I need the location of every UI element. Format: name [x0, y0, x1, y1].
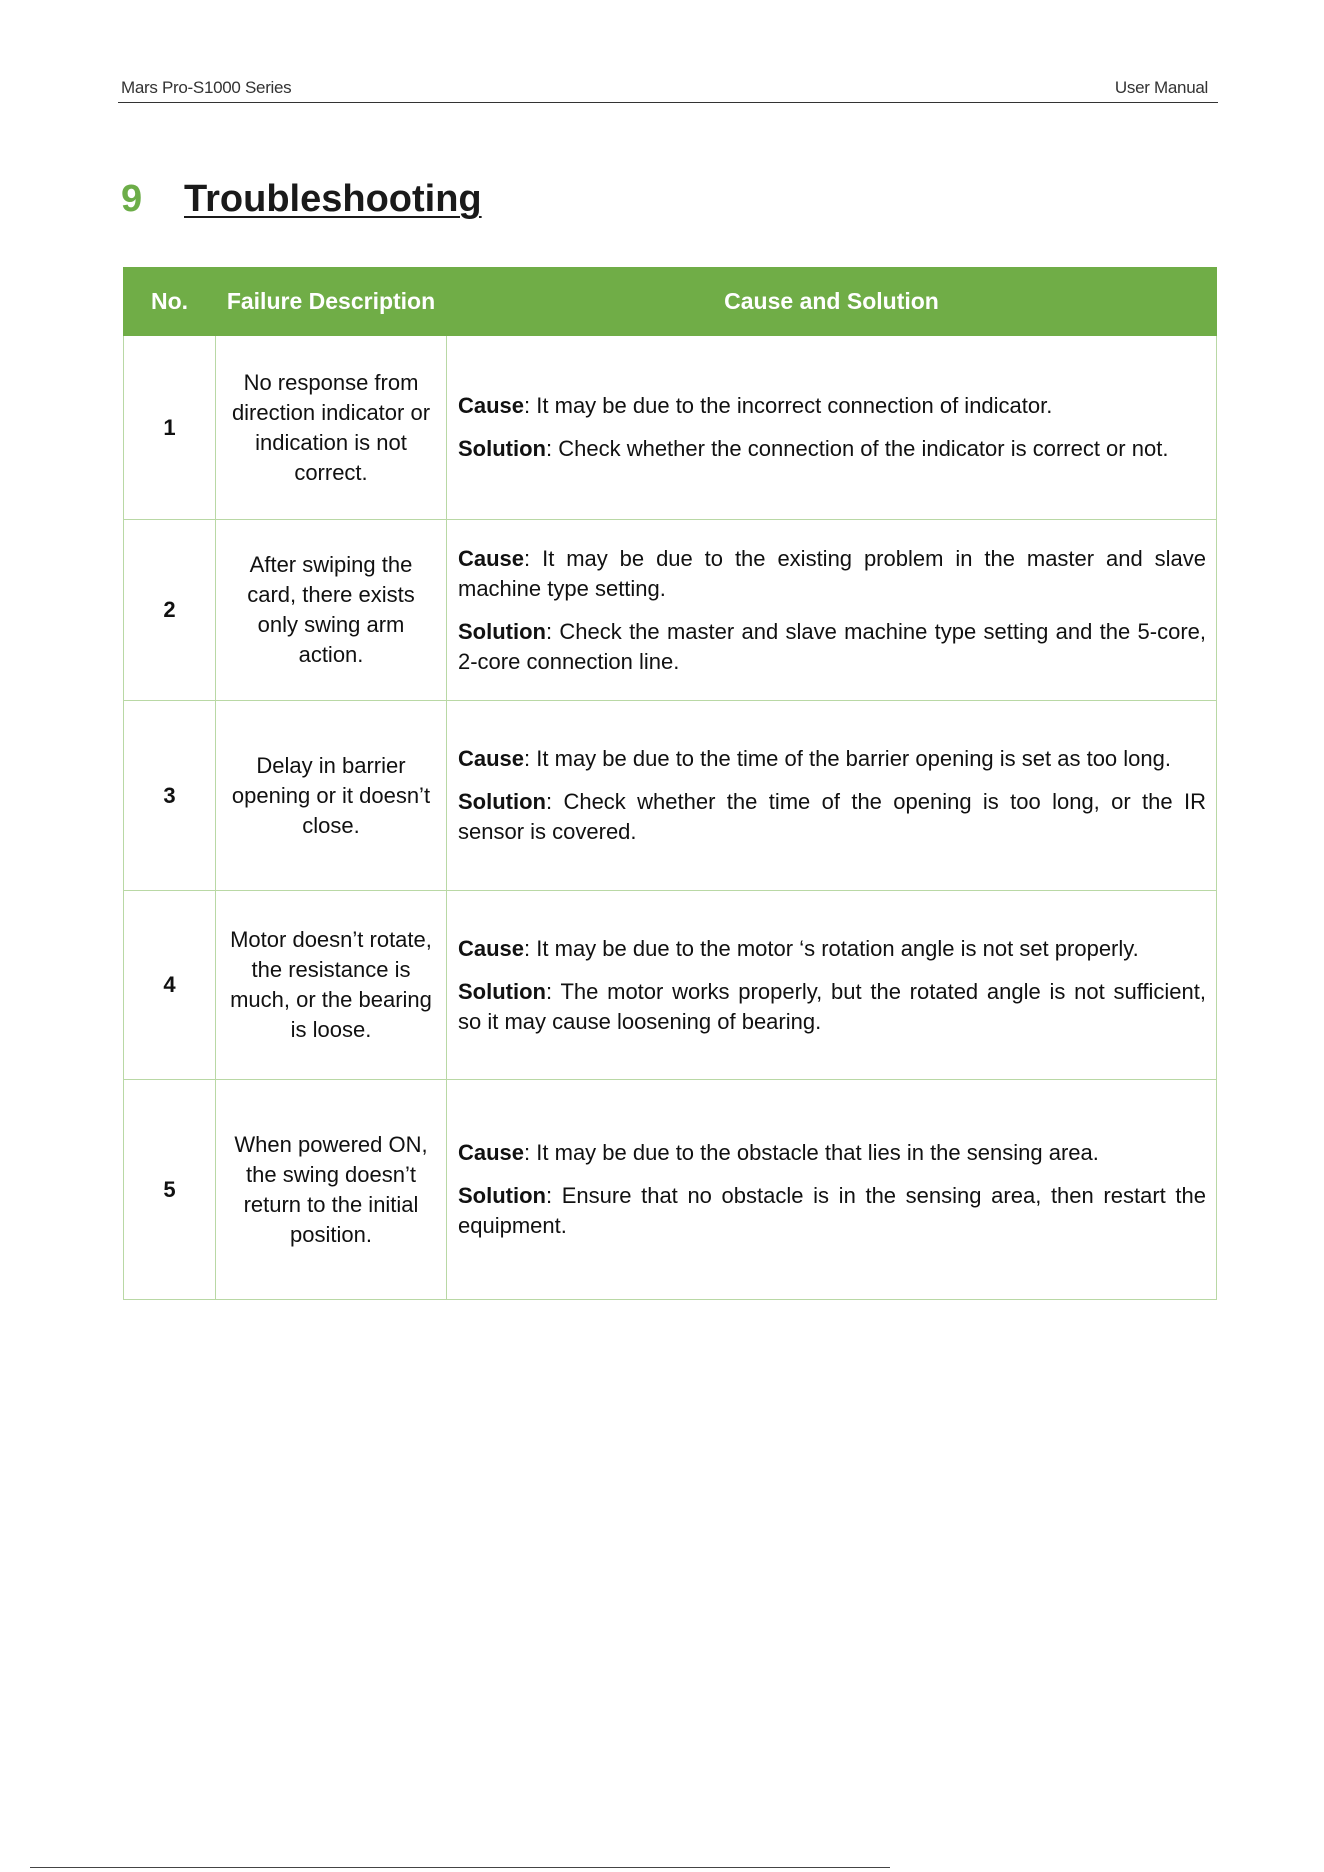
row-number: 4 [124, 891, 216, 1080]
failure-description: After swiping the card, there exists only swing arm action. [216, 520, 447, 701]
column-header-cause-and-solution: Cause and Solution [447, 268, 1217, 336]
solution-text: Solution: Check whether the time of the opening is too long, or the IR sensor is covered. [458, 789, 1206, 844]
cause-value: It may be due to the obstacle that lies in the sensing area. [536, 1140, 1099, 1165]
failure-description: Delay in barrier opening or it doesn’t close. [216, 701, 447, 891]
solution-text: Solution: Check the master and slave machine type setting and the 5-core, 2-core connection line. [458, 618, 1206, 674]
cause-label: Cause [458, 935, 525, 961]
header-doc-type: User Manual [1114, 78, 1208, 97]
row-number: 1 [124, 336, 216, 520]
solution-value: Check whether the connection of the indicator is correct or not. [558, 436, 1169, 461]
cause-and-solution [447, 520, 1217, 701]
section-title: Troubleshooting [184, 178, 482, 220]
troubleshooting-table [123, 267, 1217, 1300]
cause-text: Cause: It may be due to the incorrect connection of indicator. [458, 393, 1053, 418]
solution-label: Solution [458, 978, 546, 1004]
solution-value: Check the master and slave machine type setting and the 5-core, 2-core connection line. [458, 618, 1206, 674]
cause-label: Cause [458, 746, 525, 771]
cause-value: It may be due to the time of the barrier opening is set as too long. [536, 746, 1171, 771]
solution-value: The motor works properly, but the rotated angle is not sufficient, so it may cause loosening of bearing. [458, 978, 1206, 1034]
table-row [124, 336, 1217, 520]
failure-description: When powered ON, the swing doesn’t return to the initial position. [216, 1080, 447, 1300]
table-row [124, 520, 1217, 701]
cause-and-solution [447, 1080, 1217, 1300]
cause-label: Cause [458, 1140, 525, 1165]
solution-text: Solution: The motor works properly, but the rotated angle is not sufficient, so it may cause loosening of bearing. [458, 978, 1206, 1034]
row-number: 5 [124, 1080, 216, 1300]
cause-value: It may be due to the existing problem in the master and slave machine type setting. [458, 545, 1206, 601]
page-header [118, 76, 1218, 103]
solution-value: Check whether the time of the opening is too long, or the IR sensor is covered. [458, 789, 1206, 844]
table-header-row [124, 268, 1217, 336]
header-product-name: Mars Pro-S1000 Series [121, 78, 292, 97]
failure-description: Motor doesn’t rotate, the resistance is much, or the bearing is loose. [216, 891, 447, 1080]
solution-text: Solution: Ensure that no obstacle is in the sensing area, then restart the equipment. [458, 1183, 1206, 1238]
cause-value: It may be due to the incorrect connection of indicator. [536, 393, 1053, 418]
cause-text: Cause: It may be due to the existing problem in the master and slave machine type setting. [458, 545, 1206, 601]
cause-text: Cause: It may be due to the obstacle that lies in the sensing area. [458, 1140, 1099, 1165]
cause-text: Cause: It may be due to the motor ‘s rotation angle is not set properly. [458, 935, 1139, 961]
solution-label: Solution [458, 1183, 546, 1208]
table-row [124, 1080, 1217, 1300]
cause-text: Cause: It may be due to the time of the barrier opening is set as too long. [458, 746, 1171, 771]
section-heading [121, 178, 482, 228]
cause-label: Cause [458, 545, 525, 571]
cause-value: It may be due to the motor ‘s rotation angle is not set properly. [536, 935, 1139, 961]
solution-value: Ensure that no obstacle is in the sensing area, then restart the equipment. [458, 1183, 1206, 1238]
column-header-no: No. [124, 268, 216, 336]
column-header-failure-description: Failure Description [216, 268, 447, 336]
table-row [124, 891, 1217, 1080]
solution-label: Solution [458, 618, 546, 644]
footer-divider [30, 1867, 890, 1868]
cause-and-solution [447, 701, 1217, 891]
cause-and-solution [447, 336, 1217, 520]
row-number: 3 [124, 701, 216, 891]
row-number: 2 [124, 520, 216, 701]
solution-label: Solution [458, 789, 546, 814]
cause-label: Cause [458, 393, 525, 418]
failure-description: No response from direction indicator or indication is not correct. [216, 336, 447, 520]
section-number: 9 [121, 178, 143, 220]
solution-text: Solution: Check whether the connection of the indicator is correct or not. [458, 436, 1169, 461]
solution-label: Solution [458, 436, 546, 461]
cause-and-solution [447, 891, 1217, 1080]
table-row [124, 701, 1217, 891]
